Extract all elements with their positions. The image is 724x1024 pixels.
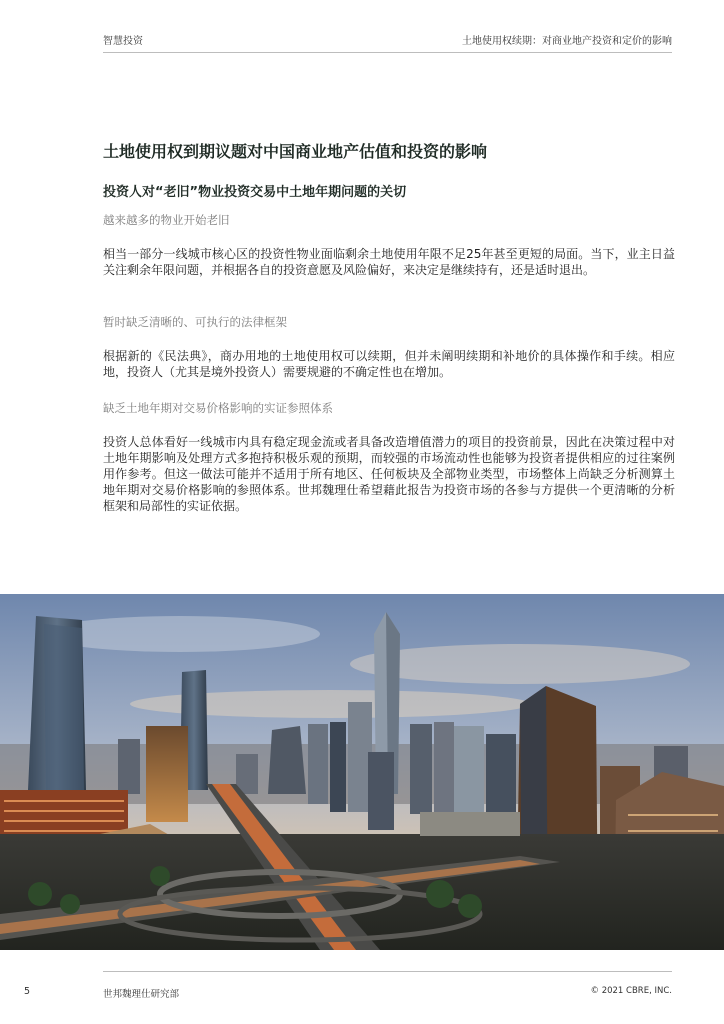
footer-divider [103, 971, 672, 972]
section-heading-legal-framework: 暂时缺乏清晰的、可执行的法律框架 [103, 315, 287, 329]
section-body-reference-system: 投资人总体看好一线城市内具有稳定现金流或者具备改造增值潜力的项目的投资前景，因此在决策过程中对土地年期影响及处理方式多抱持积极乐观的预期，而较强的市场流动性也能够为投资者提供相应的过往案例用作参考。但这一做法可能并不适用于所有地区、任何板块及全部物业类型，市场整体上尚缺乏分析测算土地年期对交易价格影响的参照体系。世邦魏理仕希望藉此报告为投资市场的各参与方提供一个更清晰的分析框架和局部性的实证依据。 [103, 435, 675, 513]
header-report-title: 土地使用权续期：对商业地产投资和定价的影响 [462, 36, 672, 47]
page-title: 土地使用权到期议题对中国商业地产估值和投资的影响 [103, 142, 488, 161]
page-subtitle: 投资人对“老旧”物业投资交易中土地年期问题的关切 [103, 185, 407, 200]
footer-organization: 世邦魏理仕研究部 [103, 989, 180, 1000]
section-heading-reference-system: 缺乏土地年期对交易价格影响的实证参照体系 [103, 401, 333, 415]
header-publication-name: 智慧投资 [103, 36, 143, 47]
header-divider [103, 52, 672, 53]
section-body-legal-framework: 根据新的《民法典》，商办用地的土地使用权可以续期，但并未阐明续期和补地价的具体操作和手续。相应地，投资人（尤其是境外投资人）需要规避的不确定性也在增加。 [103, 349, 675, 379]
footer-copyright: © 2021 CBRE, INC. [590, 986, 672, 996]
section-body-aging-properties: 相当一部分一线城市核心区的投资性物业面临剩余土地使用年限不足25年甚至更短的局面。当下，业主日益关注剩余年限问题，并根据各自的投资意愿及风险偏好，来决定是继续持有，还是适时退出。 [103, 247, 675, 277]
beijing-cbd-skyline-photo [0, 594, 724, 950]
page-number: 5 [24, 986, 31, 997]
section-heading-aging-properties: 越来越多的物业开始老旧 [103, 213, 230, 227]
